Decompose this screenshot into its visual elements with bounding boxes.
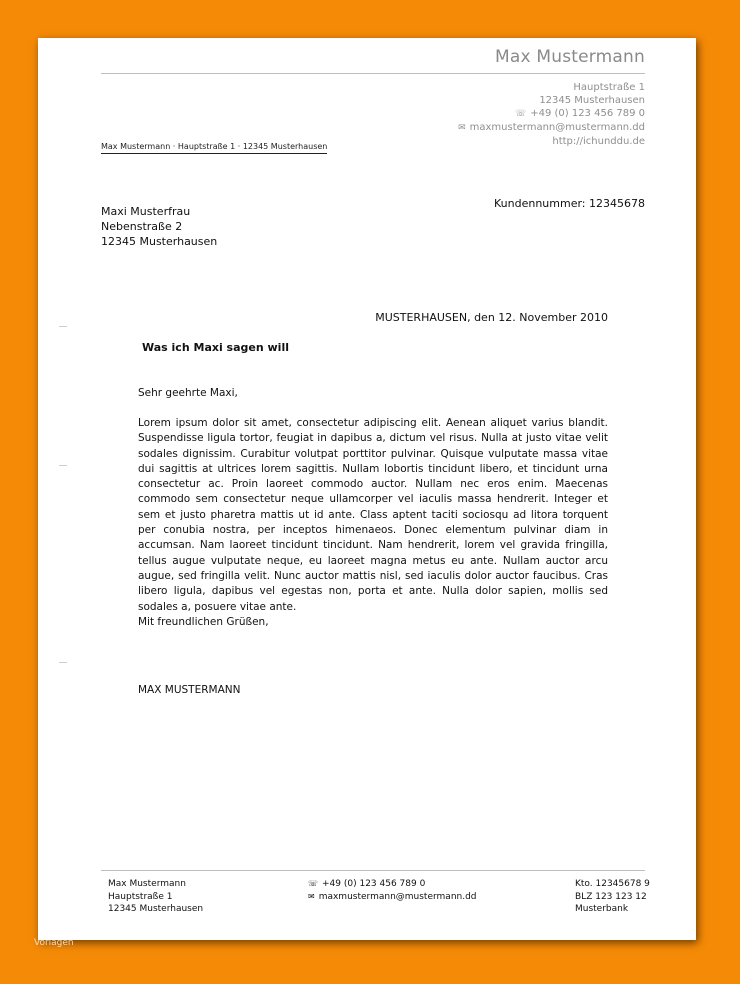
subject-line: Was ich Maxi sagen will [142, 341, 289, 354]
return-address-line: Max Mustermann · Hauptstraße 1 · 12345 Musterhausen [101, 142, 327, 154]
recipient-name: Maxi Musterfrau [101, 205, 191, 218]
recipient-city: 12345 Musterhausen [101, 235, 218, 248]
footer-phone-line [308, 878, 477, 891]
footer-street: Hauptstraße 1 [108, 891, 173, 902]
salutation: Sehr geehrte Maxi, [138, 387, 238, 399]
footer-bank-name: Musterbank [575, 904, 629, 914]
recipient-address [101, 204, 217, 249]
envelope-icon: ✉ [308, 891, 315, 901]
sender-email[interactable]: maxmustermann@mustermann.dd [469, 122, 645, 133]
footer-city: 12345 Musterhausen [108, 904, 204, 914]
footer-phone: +49 (0) 123 456 789 0 [322, 879, 426, 889]
sender-phone: +49 (0) 123 456 789 0 [530, 108, 645, 119]
sender-phone-line [458, 107, 645, 121]
envelope-icon: ✉ [458, 123, 466, 133]
footer-name: Max Mustermann [108, 879, 186, 889]
footer-account: Kto. 12345678 9 [575, 879, 650, 889]
signature-name: MAX MUSTERMANN [138, 684, 241, 696]
footer-email-line [308, 891, 477, 904]
recipient-street: Nebenstraße 2 [101, 220, 183, 233]
footer-bank [575, 878, 650, 916]
footer-contact [308, 878, 477, 903]
customer-number: Kundennummer: 12345678 [494, 197, 645, 210]
letter-page [38, 38, 696, 940]
place-date: MUSTERHAUSEN, den 12. November 2010 [375, 311, 608, 324]
phone-icon: ☏ [514, 109, 527, 119]
fold-mark-middle [59, 465, 67, 466]
sender-name: Max Mustermann [495, 47, 645, 67]
footer-blz: BLZ 123 123 12 [575, 891, 647, 902]
header-rule [101, 73, 645, 74]
letter-body: Lorem ipsum dolor sit amet, consectetur adipiscing elit. Aenean aliquet varius blandit. Suspendisse ligula tortor, feugiat in dapibus a, dictum vel risus. Nulla at justo vitae velit sodales dignissim. Curabitur volutpat porttitor pulvinar. Quisque vulputate massa vitae dui sagittis at ultrices lorem sagittis. Nullam lobortis tincidunt libero, et tincidunt urna consectetur ac. Proin laoreet commodo auctor. Nullam nec eros enim. Maecenas commodo sem consectetur neque ullamcorper vel iaculis massa hendrerit. Integer et sem et justo pharetra mattis ut id ante. Class aptent taciti sociosqu ad litora torquent per conubia nostra, per inceptos himenaeos. Donec elementum pulvinar diam in accumsan. Nam laoreet tincidunt tincidunt. Nam hendrerit, lorem vel gravida fringilla, tellus augue vulputate neque, eu laoreet magna metus eu ante. Nullam auctor arcu augue, sed fringilla velit. Nunc auctor mattis nisl, sed iaculis dolor auctor faucibus. Cras libero ligula, dapibus vel egestas non, porta et ante. Nulla dolor sapien, mollis sed sodales a, posuere vitae ante. [138, 417, 608, 613]
fold-mark-bottom [59, 662, 67, 663]
sender-web[interactable]: http://ichunddu.de [552, 136, 645, 147]
watermark-text: Vorlagen [34, 938, 74, 948]
fold-mark-top [59, 326, 67, 327]
sender-city: 12345 Musterhausen [539, 95, 645, 106]
sender-street: Hauptstraße 1 [573, 82, 645, 93]
footer-email[interactable]: maxmustermann@mustermann.dd [318, 891, 477, 902]
footer-rule [101, 870, 645, 871]
sender-address-block [458, 81, 645, 148]
sender-email-line [458, 121, 645, 135]
closing: Mit freundlichen Grüßen, [138, 616, 269, 628]
footer-address [108, 878, 203, 916]
phone-icon: ☏ [308, 879, 319, 888]
